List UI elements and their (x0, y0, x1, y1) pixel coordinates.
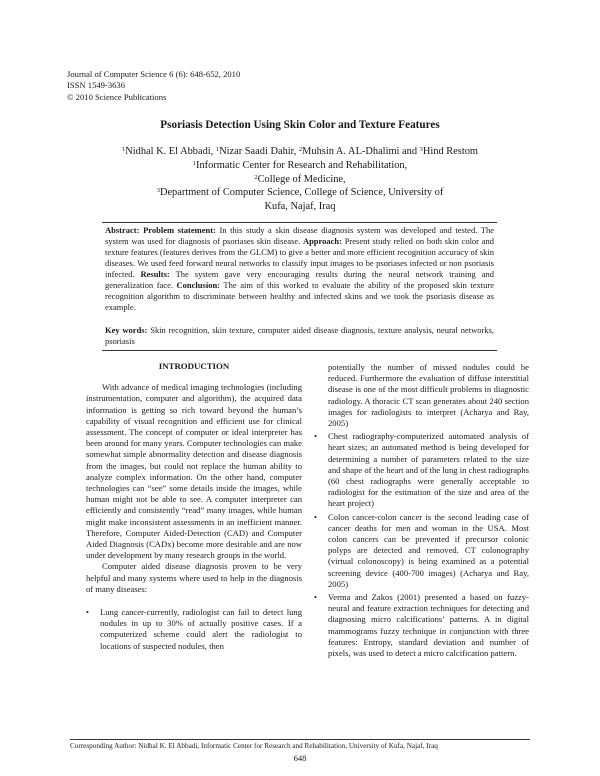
bullet-icon: • (86, 607, 90, 618)
bullet-lung-cancer-text: Lung cancer-currently, radiologist can fail to detect lung nodules in up to 30% of actually positive cases. If a computerized scheme could alert the radiologist to locations of suspected nodules, then (100, 607, 302, 651)
affiliation-1-text: Informatic Center for Research and Rehabilitation, (196, 159, 408, 171)
bullet-lung-cancer-continued (314, 362, 529, 429)
affiliation-1-sup: 1 (192, 159, 197, 167)
bullet-verma-zakos (314, 592, 529, 659)
bullet-continued-text: potentially the number of missed nodules could be reduced. Furthermore the evaluation of diffuse interstitial disease is one of the most difficult problems in diagnostic radiology. A thoracic CT scan generates about 240 section images for radiologists to interpret (Acharya and Ray, 2005) (328, 362, 529, 429)
bullet-colon-cancer (314, 512, 529, 590)
author-list (60, 145, 540, 159)
bullet-icon: • (314, 431, 318, 442)
author-2-sup: 1 (215, 146, 220, 153)
abstract-top-rule (102, 222, 497, 223)
keywords-label: Key words: (105, 325, 148, 335)
affiliation-2-sup: 2 (254, 173, 258, 181)
author-3: Muhsin A. AL-Dhalimi and (302, 146, 420, 157)
right-column (314, 362, 529, 659)
affiliation-2-text: College of Medicine, (257, 173, 346, 185)
affiliation-3-text: Department of Computer Science, College of Science, University of (159, 187, 444, 199)
approach-text: Present study relied on both skin color and texture features (features derives from the GLCM) to give a better and more efficient recognition accuracy of skin diseases. We used feed forward neural networks to classify input images to be psoriases infected or non psoriasis infected. (105, 236, 495, 279)
journal-issn: ISSN 1549-3636 (67, 80, 126, 91)
journal-info (67, 69, 240, 103)
left-column (86, 361, 302, 652)
author-1: Nidhal K. El Abbadi, (125, 146, 216, 157)
page-number: 648 (293, 753, 307, 763)
approach-label: Approach: (302, 236, 342, 246)
keywords-text: Skin recognition, skin texture, computer aided disease diagnosis, texture analysis, neural networks, psoriasis (105, 325, 494, 346)
problem-statement-label: Problem statement: (143, 225, 216, 235)
bullet-colon-cancer-text: Colon cancer-colon cancer is the second leading case of cancer deaths for men and woman in the USA. Most colon cancers can be prevented if precursor colonic polyps are detected and removed. CT colonography (virtual colonoscopy) is being examined as a potential screening device (400-700 images) (Acharya and Ray, 2005) (328, 511, 529, 589)
author-4: Hind Restom (422, 146, 479, 157)
results-text: The system gave very encouraging results during the neural network training and generalization face. (105, 269, 494, 290)
intro-paragraph-2: Computer aided disease diagnosis proven to be very helpful and many systems where used to help in the diagnosis of many diseases: (86, 561, 302, 594)
bullet-chest-radiography (314, 431, 529, 509)
bullet-lung-cancer (86, 607, 302, 652)
author-3-sup: 2 (298, 146, 303, 153)
author-1-sup: 1 (121, 146, 126, 153)
bullet-icon: • (314, 511, 318, 522)
conclusion-label: Conclusion: (176, 280, 221, 290)
paper-title: Psoriasis Detection Using Skin Color and Texture Features (160, 119, 440, 131)
journal-copyright: © 2010 Science Publications (67, 91, 167, 102)
results-label: Results: (140, 269, 170, 279)
affiliation-2 (60, 173, 540, 187)
author-4-sup: 3 (419, 146, 423, 153)
bullet-chest-radiography-text: Chest radiography-computerized automated analysis of heart sizes; an automated method is being developed for determining a number of parameters related to the size and shape of the heart and of the lung in chest radiographs (60 chest radiographs were generally acceptable to radiologist for the estimation of the size and area of the heart project) (328, 431, 529, 509)
affiliation-3-sup: 3 (156, 187, 160, 195)
author-block (60, 145, 540, 214)
introduction-heading: INTRODUCTION (158, 361, 230, 371)
keywords-bottom-rule (102, 350, 497, 351)
intro-paragraph-1: With advance of medical imaging technologies (including instrumentation, computer and algorithm), the acquired data information is getting so rich toward beyond the human’s capability of visual recognition and efficient use for clinical assessment. The concept of computer or ideal interpreter has been around for many years. Computer technologies can make somewhat simple abnormality detection and disease diagnosis from the images, but could not replace the human ability to analyze complex information. On the other hand, computer technologies can “see” some details inside the images, while human might not be able to see. A computer interpreter can efficiently and consistently “read” many images, while human might make inconsistent assessments in an inefficient manner. Therefore, Computer Aided-Detection (CAD) and Computer Aided Diagnosis (CADx) become more desirable and are now under development by many research groups in the world. (86, 382, 302, 561)
affiliation-3 (60, 186, 540, 200)
affiliation-1 (60, 159, 540, 173)
conclusion-text: The aim of this worked to evaluate the ability of the proposed skin texture recognition algorithm to discriminate between healthy and infected skins and we took the psoriasis disease as example. (105, 280, 494, 312)
affiliation-3-cont: Kufa, Najaf, Iraq (264, 201, 336, 213)
keywords (105, 325, 494, 347)
corresponding-author: Corresponding Author: Nidhal K. El Abbadi, Informatic Center for Research and Rehabilitation, University of Kufa, Najaf, Iraq (70, 742, 438, 750)
abstract (105, 225, 494, 313)
problem-statement-text: In this study a skin disease diagnosis system was developed and tested. The system was used for diagnosis of psoriases skin disease. (105, 225, 494, 246)
bullet-icon: • (314, 592, 318, 603)
footnote-rule (70, 739, 530, 740)
bullet-verma-zakos-text: Verma and Zakos (2001) presented a based on fuzzy-neural and feature extraction techniques for detecting and diagnosing micro calcifications’ patterns. A in digital mammograms fuzzy technique in conjunction with three features: Entropy, standard deviation and number of pixels, was used to detect a micro calcification pattern. (328, 592, 529, 659)
author-2: Nizar Saadi Dahir, (219, 146, 299, 157)
journal-citation: Journal of Computer Science 6 (6): 648-652, 2010 (67, 69, 241, 79)
abstract-label: Abstract: (105, 225, 140, 235)
